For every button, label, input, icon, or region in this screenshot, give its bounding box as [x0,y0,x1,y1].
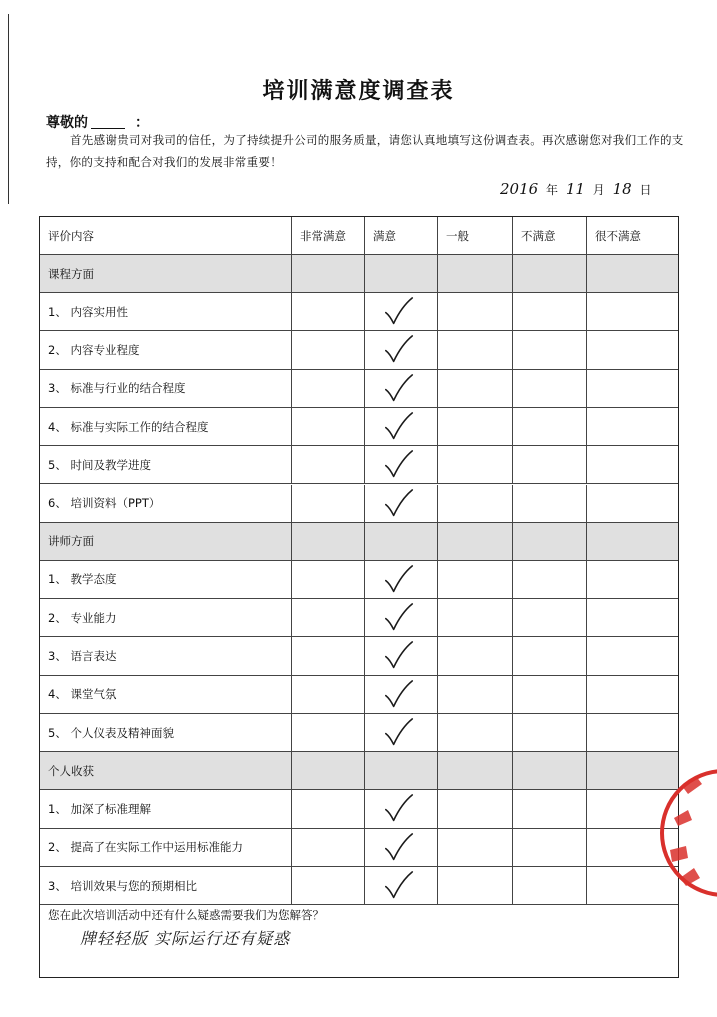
feedback-area [40,902,678,977]
table-row [40,714,678,752]
rating-cell [438,714,513,751]
section-cell [365,255,438,292]
feedback-answer: 牌轻轻版 实际运行还有疑惑 [80,929,291,948]
survey-table [39,216,679,978]
checkmark-icon [365,676,437,713]
checkmark-icon [365,790,437,827]
section-title: 讲师方面 [40,523,292,560]
item-label: 5、 时间及教学进度 [40,446,292,483]
rating-cell [587,561,678,598]
checkmark-icon [365,293,437,330]
rating-cell [513,637,587,674]
checkmark-icon [365,370,437,407]
rating-cell [438,790,513,827]
rating-cell [513,293,587,330]
page-edge-line [8,14,9,204]
date-year: 2016 [500,180,539,198]
rating-cell-checked [365,790,438,827]
rating-cell [513,408,587,445]
rating-cell [438,408,513,445]
salutation-text: 尊敬的 [46,115,88,131]
section-cell [438,255,513,292]
table-row [40,599,678,637]
item-label: 6、 培训资料（PPT） [40,485,292,522]
salutation-colon: ： [135,115,149,131]
rating-cell [587,408,678,445]
rating-cell-checked [365,829,438,866]
rating-cell-checked [365,446,438,483]
table-row [40,446,678,484]
rating-cell [587,485,678,522]
checkmark-icon [365,867,437,904]
rating-cell [587,676,678,713]
rating-cell [438,637,513,674]
item-label: 1、 加深了标准理解 [40,790,292,827]
rating-cell [587,446,678,483]
rating-cell [438,829,513,866]
header-cell: 一般 [438,217,513,254]
date-year-unit: 年 [546,183,559,197]
rating-cell-checked [365,867,438,904]
rating-cell [292,370,365,407]
table-row [40,293,678,331]
rating-cell [292,599,365,636]
section-row [40,255,678,293]
rating-cell [438,446,513,483]
checkmark-icon [365,485,437,522]
rating-cell-checked [365,485,438,522]
checkmark-icon [365,408,437,445]
item-label: 2、 内容专业程度 [40,331,292,368]
rating-cell-checked [365,599,438,636]
salutation-blank [91,114,125,129]
rating-cell [292,408,365,445]
rating-cell [513,331,587,368]
rating-cell [438,485,513,522]
section-cell [365,752,438,789]
table-header-row [40,217,678,255]
rating-cell [292,676,365,713]
header-cell: 非常满意 [292,217,365,254]
item-label: 1、 内容实用性 [40,293,292,330]
table-row [40,561,678,599]
section-title: 个人收获 [40,752,292,789]
rating-cell [587,370,678,407]
rating-cell [513,714,587,751]
table-row [40,637,678,675]
rating-cell [513,599,587,636]
section-cell [587,255,678,292]
date-month-unit: 月 [592,183,605,197]
table-row [40,331,678,369]
rating-cell [438,599,513,636]
rating-cell [292,637,365,674]
header-cell: 满意 [365,217,438,254]
checkmark-icon [365,446,437,483]
rating-cell-checked [365,676,438,713]
rating-cell [513,370,587,407]
rating-cell [513,446,587,483]
section-cell [513,523,587,560]
item-label: 3、 标准与行业的结合程度 [40,370,292,407]
rating-cell [513,676,587,713]
item-label: 2、 提高了在实际工作中运用标准能力 [40,829,292,866]
section-cell [438,752,513,789]
rating-cell [438,331,513,368]
rating-cell [587,331,678,368]
rating-cell [292,714,365,751]
item-label: 4、 标准与实际工作的结合程度 [40,408,292,445]
section-cell [438,523,513,560]
company-seal [652,758,717,908]
rating-cell [513,561,587,598]
rating-cell [587,714,678,751]
feedback-question: 您在此次培训活动中还有什么疑惑需要我们为您解答？ [48,908,324,922]
rating-cell [438,370,513,407]
rating-cell [292,790,365,827]
intro-paragraph: 首先感谢贵司对我司的信任，为了持续提升公司的服务质量，请您认真地填写这份调查表。再次感谢您对我们工作的支持，你的支持和配合对我们的发展非常重要！ [46,133,684,169]
checkmark-icon [365,561,437,598]
section-cell [513,752,587,789]
rating-cell [513,485,587,522]
rating-cell-checked [365,714,438,751]
checkmark-icon [365,829,437,866]
section-row [40,523,678,561]
rating-cell-checked [365,561,438,598]
rating-cell-checked [365,408,438,445]
rating-cell [438,561,513,598]
table-row [40,485,678,523]
table-row [40,408,678,446]
rating-cell [587,293,678,330]
section-row [40,752,678,790]
rating-cell [292,331,365,368]
rating-cell [292,293,365,330]
checkmark-icon [365,637,437,674]
checkmark-icon [365,714,437,751]
rating-cell-checked [365,331,438,368]
table-row [40,829,678,867]
rating-cell [292,829,365,866]
rating-cell [292,867,365,904]
rating-cell [292,485,365,522]
rating-cell [292,446,365,483]
item-label: 4、 课堂气氛 [40,676,292,713]
rating-cell [438,867,513,904]
rating-cell [587,599,678,636]
rating-cell [438,293,513,330]
rating-cell [438,676,513,713]
rating-cell-checked [365,293,438,330]
table-row [40,867,678,905]
item-label: 1、 教学态度 [40,561,292,598]
survey-date [500,180,656,198]
section-cell [292,523,365,560]
date-day-unit: 日 [639,183,652,197]
table-row [40,676,678,714]
page-title: 培训满意度调查表 [262,78,455,104]
section-cell [292,255,365,292]
section-cell [587,523,678,560]
rating-cell [513,867,587,904]
section-title: 课程方面 [40,255,292,292]
table-row [40,370,678,408]
checkmark-icon [365,331,437,368]
item-label: 2、 专业能力 [40,599,292,636]
table-row [40,790,678,828]
section-cell [365,523,438,560]
section-cell [513,255,587,292]
item-label: 3、 培训效果与您的预期相比 [40,867,292,904]
date-month: 11 [565,180,585,198]
item-label: 5、 个人仪表及精神面貌 [40,714,292,751]
rating-cell [292,561,365,598]
checkmark-icon [365,599,437,636]
rating-cell-checked [365,637,438,674]
rating-cell [513,829,587,866]
rating-cell [587,637,678,674]
rating-cell [513,790,587,827]
header-cell: 评价内容 [40,217,292,254]
section-cell [292,752,365,789]
rating-cell-checked [365,370,438,407]
header-cell: 很不满意 [595,228,641,243]
date-day: 18 [612,180,632,198]
header-cell: 不满意 [513,217,587,254]
item-label: 3、 语言表达 [40,637,292,674]
